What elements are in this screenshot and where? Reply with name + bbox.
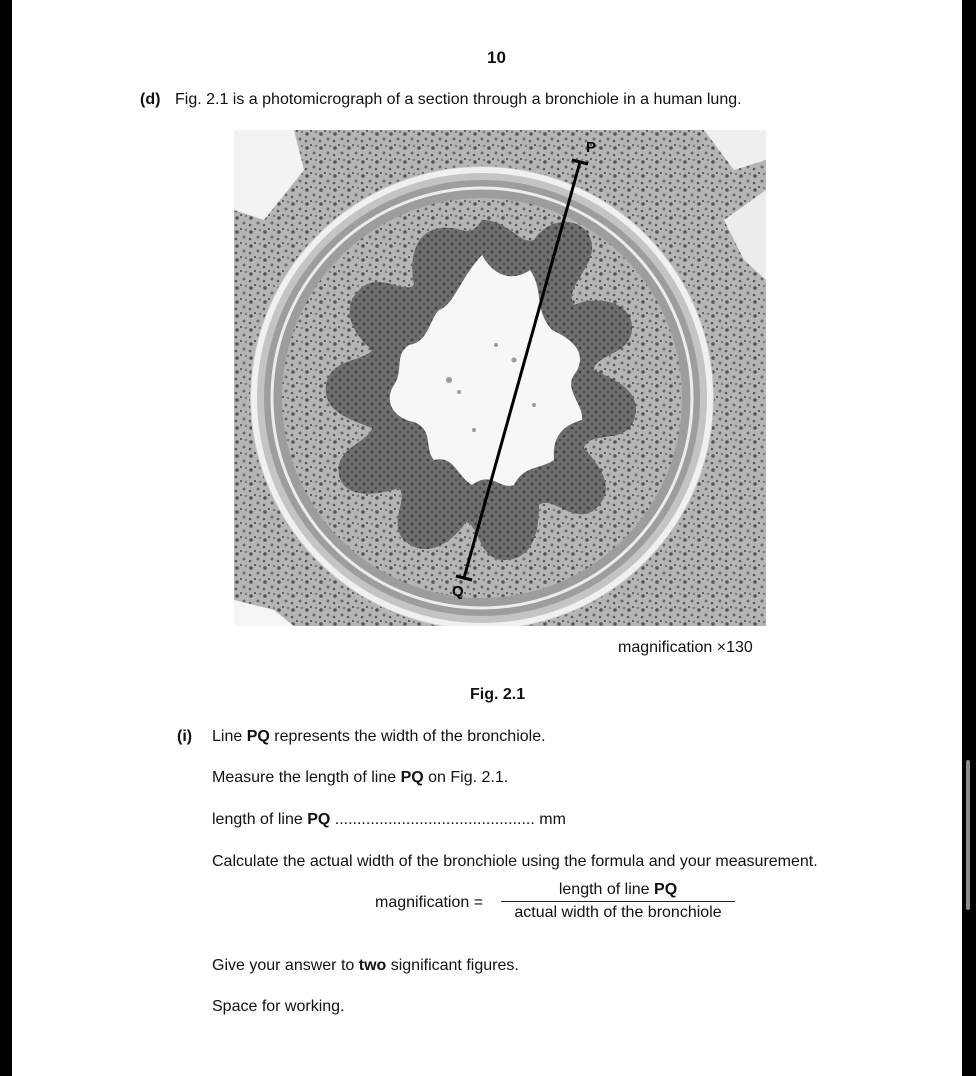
formula-lhs: magnification =	[375, 894, 484, 911]
magnification-label: magnification ×130	[618, 639, 753, 656]
exam-page	[12, 0, 962, 1076]
page-number: 10	[487, 48, 506, 67]
measure-instruction: Measure the length of line PQ on Fig. 2.1.	[212, 769, 509, 786]
fraction-bar	[501, 901, 735, 902]
figure-caption: Fig. 2.1	[470, 686, 526, 703]
calculate-instruction: Calculate the actual width of the bronchiole using the formula and your measurement.	[212, 853, 818, 870]
scrollbar-thumb[interactable]	[966, 760, 970, 910]
question-part-label: (d)	[140, 91, 161, 108]
question-part-text: Fig. 2.1 is a photomicrograph of a section through a bronchiole in a human lung.	[175, 91, 742, 108]
formula-fraction	[501, 880, 735, 923]
formula-denominator: actual width of the bronchiole	[514, 904, 722, 921]
subpart-label: (i)	[177, 728, 193, 745]
bronchiole-photomicrograph	[234, 130, 766, 626]
subpart-statement: Line PQ represents the width of the bronchiole.	[212, 728, 546, 745]
answer-line-length[interactable]: length of line PQ ............................................. mm	[212, 811, 566, 828]
working-space-label: Space for working.	[212, 998, 345, 1015]
formula-numerator: length of line PQ	[558, 881, 678, 898]
point-p-label: P	[586, 139, 597, 156]
point-q-label: Q	[452, 583, 464, 600]
sigfig-instruction: Give your answer to two significant figures.	[212, 957, 519, 974]
